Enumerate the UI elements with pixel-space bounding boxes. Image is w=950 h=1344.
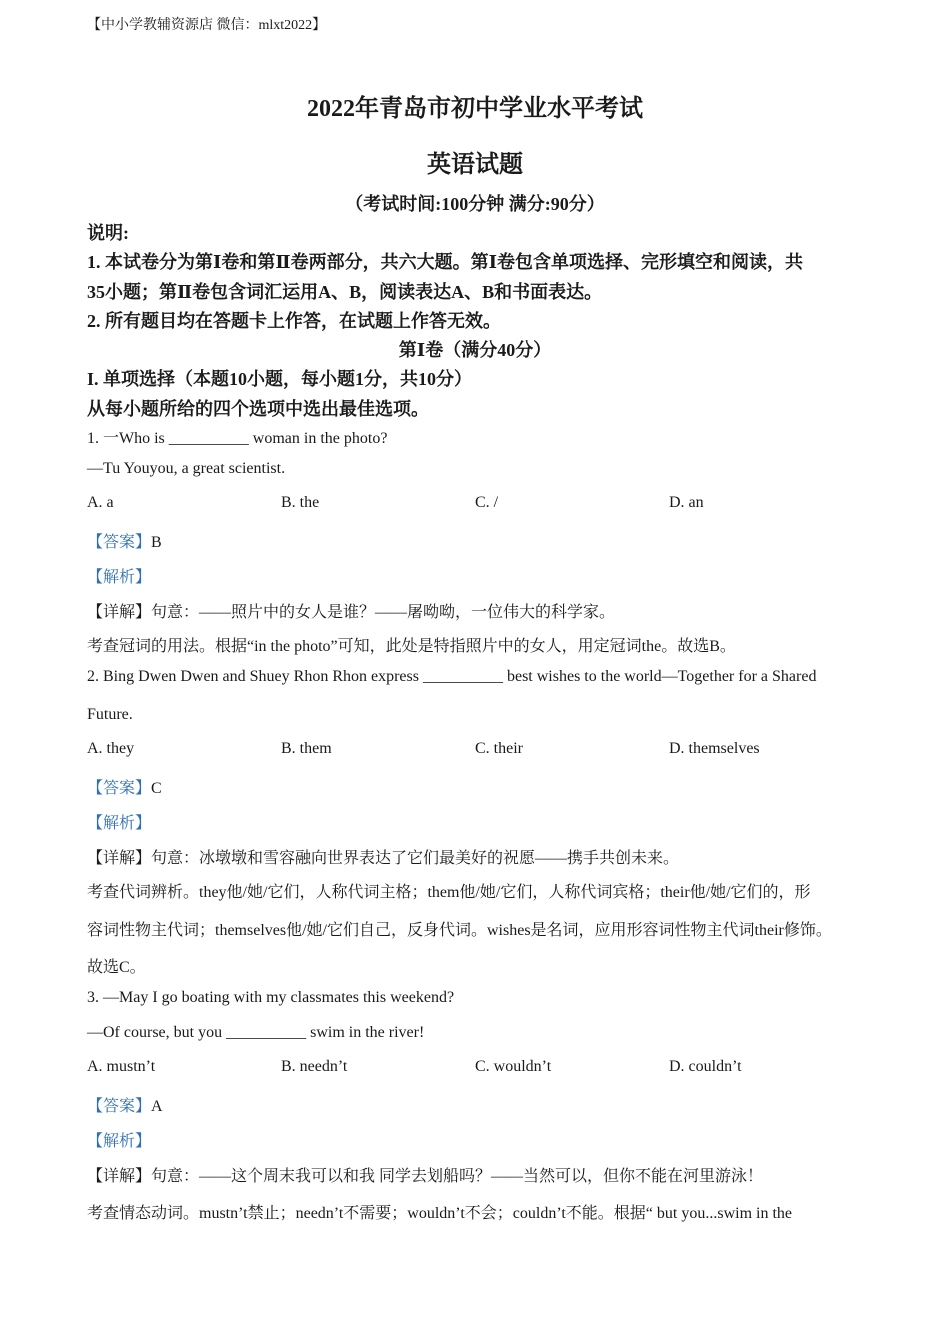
part1-direction: 从每小题所给的四个选项中选出最佳选项。 [87, 399, 429, 419]
q1-option-a: A. a [87, 494, 114, 511]
q3-option-d: D. couldn’t [669, 1058, 742, 1075]
answer-label: 【答案】 [87, 780, 152, 797]
q3-answer-value: A [151, 1098, 163, 1115]
q1-option-d: D. an [669, 494, 704, 511]
q2-stem-cont: Future. [87, 706, 133, 723]
q3-detail-2: 考查情态动词。mustn’t禁止；needn’t不需要；wouldn’t不会；couldn’t不能。根据“ but you...swim in the [87, 1205, 793, 1222]
instruction-line-1b: 35小题；第Ⅱ卷包含词汇运用A、B，阅读表达A、B和书面表达。 [87, 282, 603, 302]
q2-analysis-label: 【解析】 [87, 815, 152, 832]
q3-analysis-label: 【解析】 [87, 1133, 152, 1150]
exam-info: （考试时间:100分钟 满分:90分） [345, 194, 605, 214]
q2-detail-3: 容词性物主代词；themselves他/她/它们自己，反身代词。wishes是名词，应用形容词性物主代词their修饰。 [87, 922, 832, 939]
instruction-line-2: 2. 所有题目均在答题卡上作答，在试题上作答无效。 [87, 311, 501, 331]
q1-detail-2: 考查冠词的用法。根据“in the photo”可知，此处是特指照片中的女人，用定冠词the。故选B。 [87, 638, 736, 655]
answer-label: 【答案】 [87, 534, 152, 551]
answer-label: 【答案】 [87, 1098, 152, 1115]
q3-answer [87, 1093, 163, 1116]
q1-analysis-label: 【解析】 [87, 569, 152, 586]
q2-detail-4: 故选C。 [87, 959, 146, 976]
section-title: 第Ⅰ卷（满分40分） [398, 340, 552, 360]
q2-option-b: B. them [281, 740, 332, 757]
q2-answer-value: C [151, 780, 162, 797]
q3-option-c: C. wouldn’t [475, 1058, 552, 1075]
q1-stem-reply: —Tu Youyou, a great scientist. [87, 460, 286, 477]
q3-option-b: B. needn’t [281, 1058, 348, 1075]
q2-option-c: C. their [475, 740, 523, 757]
q1-option-c: C. / [475, 494, 499, 511]
header-tag: 【中小学教辅资源店 微信：mlxt2022】 [87, 18, 327, 33]
q2-option-d: D. themselves [669, 740, 760, 757]
q2-option-a: A. they [87, 740, 135, 757]
exam-title: 2022年青岛市初中学业水平考试 [307, 96, 643, 122]
q1-stem: 1. 一Who is __________ woman in the photo? [87, 430, 388, 447]
part1-heading: I. 单项选择（本题10小题，每小题1分，共10分） [87, 369, 473, 389]
exam-subtitle: 英语试题 [427, 152, 523, 178]
q1-detail-1: 【详解】句意：——照片中的女人是谁？——屠呦呦，一位伟大的科学家。 [87, 604, 616, 621]
instructions-heading: 说明: [87, 223, 129, 243]
instruction-line-1a: 1. 本试卷分为第Ⅰ卷和第Ⅱ卷两部分，共六大题。第Ⅰ卷包含单项选择、完形填空和阅读，共 [87, 252, 804, 272]
q3-stem-reply: —Of course, but you __________ swim in the river! [87, 1024, 425, 1041]
q3-detail-1: 【详解】句意：——这个周末我可以和我 同学去划船吗？——当然可以，但你不能在河里游泳！ [87, 1168, 764, 1185]
q3-stem: 3. —May I go boating with my classmates this weekend? [87, 989, 455, 1006]
q2-answer [87, 775, 162, 798]
q3-option-a: A. mustn’t [87, 1058, 156, 1075]
q2-detail-2: 考查代词辨析。they他/她/它们，人称代词主格；them他/她/它们，人称代词宾格；their他/她/它们的，形 [87, 884, 811, 901]
q1-answer [87, 529, 162, 552]
q2-stem: 2. Bing Dwen Dwen and Shuey Rhon Rhon express __________ best wishes to the world—Together for a Shared [87, 668, 817, 685]
q1-option-b: B. the [281, 494, 320, 511]
q2-detail-1: 【详解】句意：冰墩墩和雪容融向世界表达了它们最美好的祝愿——携手共创未来。 [87, 850, 680, 867]
q1-answer-value: B [151, 534, 162, 551]
